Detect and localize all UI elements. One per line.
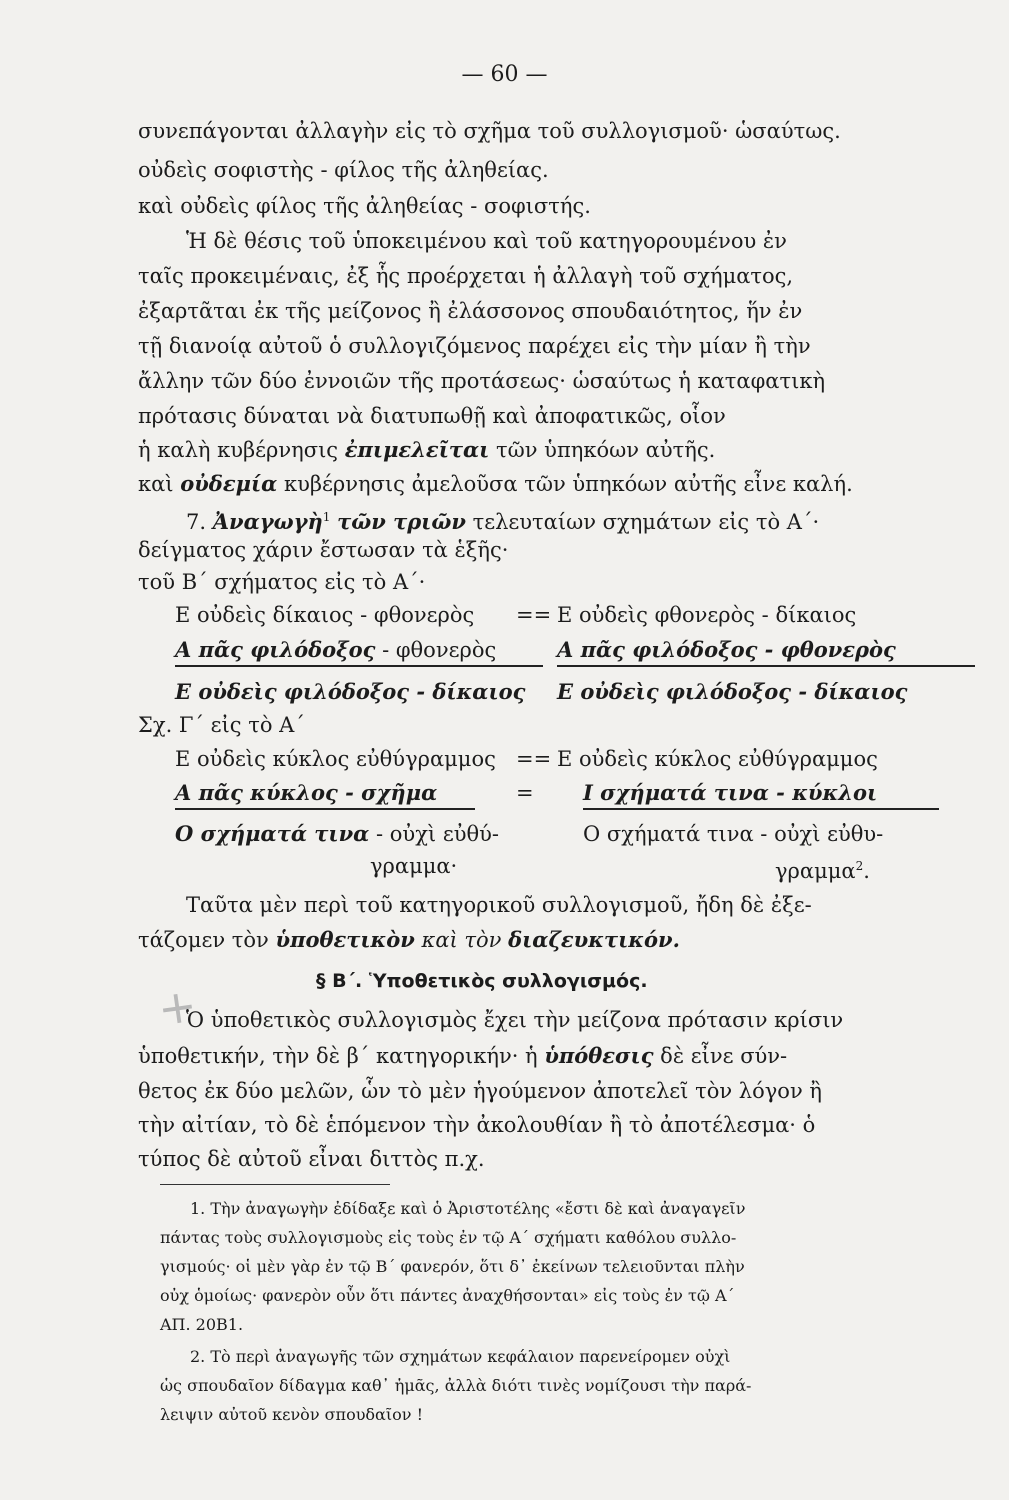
body2-line-4: τὴν αἰτίαν, τὸ δὲ ἑπόμενον τὴν ἀκολουθίαν ἢ τὸ ἀποτέλεσμα· ὁ	[138, 1113, 816, 1137]
text-line-18: Σχ. Γ΄ εἰς τὸ Α΄	[138, 713, 305, 737]
body2-line-1: Ὁ ὑποθετικὸς συλλογισμὸς ἔχει τὴν μείζονα πρότασιν κρίσιν	[186, 1008, 844, 1032]
line12-term: Ἀναγωγὴ	[212, 509, 323, 534]
text-line-2: οὐδεὶς σοφιστὴς - φίλος τῆς ἀληθείας.	[138, 158, 549, 182]
line10-emphasis: ἐπιμελεῖται	[344, 437, 490, 462]
syllogism-2-equals: =	[516, 781, 534, 805]
text-line-3: καὶ οὐδεὶς φίλος τῆς ἀληθείας - σοφιστής.	[138, 194, 591, 218]
body2-line-2	[138, 1043, 787, 1069]
text-line-5: ταῖς προκειμέναις, ἐξ ἧς προέρχεται ἡ ἀλλαγὴ τοῦ σχήματος,	[138, 264, 794, 288]
syllogism-1-minor-right: Α πᾶς φιλόδοξος - φθονερὸς	[557, 637, 975, 667]
section-heading: § Β΄. Ὑποθετικὸς συλλογισμός.	[316, 970, 648, 992]
footnote-2-line-3: λειψιν αὐτοῦ κενὸν σπουδαῖον !	[160, 1405, 424, 1424]
text-line-6: ἐξαρτᾶται ἐκ τῆς μείζονος ἢ ἐλάσσονος σπουδαιότητος, ἥν ἐν	[138, 299, 803, 323]
syllogism-1-major-right: Ε οὐδεὶς φθονερὸς - δίκαιος	[557, 603, 857, 627]
line24-a: τάζομεν τὸν	[138, 928, 269, 952]
conclusion-left-term: Ο σχήματά τινα	[175, 821, 370, 846]
footnote-ref-2: 2	[855, 859, 864, 873]
footnote-2-line-1: 2. Τὸ περὶ ἀναγωγῆς τῶν σχημάτων κεφάλαιον παρενείρομεν οὐχὶ	[190, 1347, 731, 1366]
syllogism-1-equiv: ==	[516, 603, 552, 627]
footnote-2-line-2: ὡς σπουδαῖον δίδαγμα καθ᾽ ἡμᾶς, ἀλλὰ διότι τινὲς νομίζουσι τὴν παρά-	[160, 1376, 752, 1395]
line10-a: ἡ καλὴ κυβέρνησις	[138, 438, 339, 462]
text-line-12	[186, 504, 819, 535]
syllogism-2-equiv: ==	[516, 747, 552, 771]
page-number: — 60 —	[461, 62, 548, 87]
body2-line2-c: δὲ εἶνε σύν-	[660, 1044, 788, 1068]
syllogism-2-conclusion-left	[175, 821, 499, 847]
syllogism-2-conclusion-right-cont	[775, 853, 870, 884]
text-line-10	[138, 437, 715, 463]
cont-end: .	[863, 859, 870, 883]
syllogism-1-major-left: Ε οὐδεὶς δίκαιος - φθονερὸς	[175, 603, 475, 627]
footnote-1-line-5: ΑΠ. 20Β1.	[160, 1315, 244, 1334]
text-line-9: πρότασις δύναται νὰ διατυπωθῇ καὶ ἀποφατικῶς, οἷον	[138, 404, 726, 428]
body2-line-5: τύπος δὲ αὐτοῦ εἶναι διττὸς π.χ.	[138, 1147, 485, 1171]
line11-emphasis: οὐδεμία	[180, 471, 278, 496]
text-line-13: δείγματος χάριν ἔστωσαν τὰ ἑξῆς·	[138, 538, 509, 562]
footnote-1-line-3: γισμούς· οἱ μὲν γὰρ ἐν τῷ Β΄ φανερόν, ὅτι δ᾽ ἐκείνων τελειοῦνται πλὴν	[160, 1257, 745, 1276]
line24-d: διαζευκτικόν.	[508, 927, 680, 952]
minor-left-rest: - φθονερὸς	[382, 638, 497, 662]
syllogism-2-minor-left: Α πᾶς κύκλος - σχῆμα	[175, 780, 475, 810]
text-line-11	[138, 471, 853, 497]
line12-number: 7.	[186, 510, 207, 534]
text-line-23: Ταῦτα μὲν περὶ τοῦ κατηγορικοῦ συλλογισμοῦ, ἤδη δὲ ἐξε-	[186, 893, 812, 917]
line24-c: καὶ τὸν	[421, 928, 502, 952]
text-line-14: τοῦ Β΄ σχήματος εἰς τὸ Α΄·	[138, 570, 426, 594]
footnote-1-line-2: πάντας τοὺς συλλογισμοὺς εἰς τοὺς ἐν τῷ Α΄ σχήματι καθόλου συλλο-	[160, 1228, 737, 1247]
line10-c: τῶν ὑπηκόων αὐτῆς.	[496, 438, 716, 462]
conclusion-left-rest: - οὐχὶ εὐθύ-	[376, 822, 499, 846]
text-line-4: Ἡ δὲ θέσις τοῦ ὑποκειμένου καὶ τοῦ κατηγορουμένου ἐν	[186, 229, 787, 253]
syllogism-2-conclusion-right: Ο σχήματά τινα - οὐχὶ εὐθυ-	[583, 822, 884, 846]
syllogism-1-minor-left	[175, 637, 543, 667]
syllogism-2-major-right: Ε οὐδεὶς κύκλος εὐθύγραμμος	[557, 747, 878, 771]
footnote-rule	[160, 1184, 390, 1185]
body2-line2-a: ὑποθετικήν, τὴν δὲ β΄ κατηγορικήν· ἡ	[138, 1044, 538, 1068]
minor-left-term: Α πᾶς φιλόδοξος	[175, 637, 376, 662]
line12-term2: τῶν τριῶν	[337, 509, 466, 534]
body2-line2-term: ὑπόθεσις	[544, 1043, 654, 1068]
text-line-8: ἄλλην τῶν δύο ἐννοιῶν τῆς προτάσεως· ὡσαύτως ἡ καταφατικὴ	[138, 369, 826, 393]
body2-line-3: θετος ἐκ δύο μελῶν, ὧν τὸ μὲν ἡγούμενον ἀποτελεῖ τὸν λόγον ἢ	[138, 1079, 822, 1103]
syllogism-1-conclusion-left: Ε οὐδεὶς φιλόδοξος - δίκαιος	[175, 679, 526, 704]
syllogism-2-major-left: Ε οὐδεὶς κύκλος εὐθύγραμμος	[175, 747, 496, 771]
footnote-1-line-4: οὐχ ὁμοίως· φανερὸν οὖν ὅτι πάντες ἀναχθήσονται» εἰς τοὺς ἐν τῷ Α΄	[160, 1286, 735, 1305]
pencil-mark: +	[154, 977, 201, 1037]
line11-c: κυβέρνησις ἀμελοῦσα τῶν ὑπηκόων αὐτῆς εἶνε καλή.	[283, 472, 853, 496]
cont-word: γραμμα	[775, 859, 856, 883]
text-line-7: τῇ διανοίᾳ αὐτοῦ ὁ συλλογιζόμενος παρέχει εἰς τὴν μίαν ἢ τὴν	[138, 334, 811, 358]
syllogism-2-minor-right: Ι σχήματά τινα - κύκλοι	[583, 780, 939, 810]
line11-a: καὶ	[138, 472, 174, 496]
syllogism-2-conclusion-left-cont: γραμμα·	[370, 854, 458, 878]
text-line-24	[138, 927, 680, 953]
line12-c: τελευταίων σχημάτων εἰς τὸ Α΄·	[472, 510, 820, 534]
footnote-ref-1: 1	[322, 510, 331, 524]
line24-b: ὑποθετικὸν	[275, 927, 415, 952]
syllogism-1-conclusion-right: Ε οὐδεὶς φιλόδοξος - δίκαιος	[557, 679, 908, 704]
text-line-1: συνεπάγονται ἀλλαγὴν εἰς τὸ σχῆμα τοῦ συλλογισμοῦ· ὡσαύτως.	[138, 119, 841, 143]
footnote-1-line-1: 1. Τὴν ἀναγωγὴν ἐδίδαξε καὶ ὁ Ἀριστοτέλης «ἔστι δὲ καὶ ἀναγαγεῖν	[190, 1199, 746, 1218]
